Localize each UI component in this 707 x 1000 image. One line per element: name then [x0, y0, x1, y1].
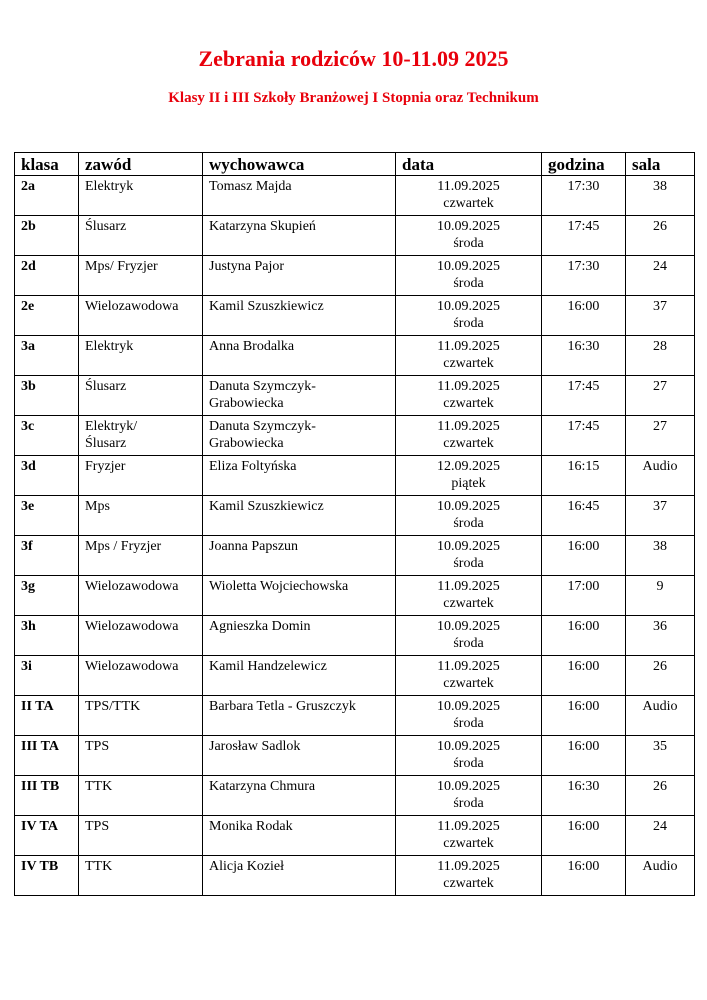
- cell-data: [396, 336, 542, 376]
- cell-godzina: 17:45: [542, 416, 626, 456]
- cell-wychowawca: [203, 696, 396, 736]
- cell-sala: 38: [626, 176, 695, 216]
- cell-data: [396, 576, 542, 616]
- cell-zawod: [79, 296, 203, 336]
- cell-data: [396, 536, 542, 576]
- cell-klasa: 3h: [15, 616, 79, 656]
- cell-sala: 26: [626, 776, 695, 816]
- cell-godzina: 16:45: [542, 496, 626, 536]
- table-row: [15, 496, 695, 536]
- cell-godzina: 16:00: [542, 536, 626, 576]
- cell-klasa: 2d: [15, 256, 79, 296]
- wychowawca-line: Agnieszka Domin: [209, 619, 311, 634]
- wychowawca-line: Katarzyna Chmura: [209, 779, 316, 794]
- wychowawca-line: Wioletta Wojciechowska: [209, 579, 349, 594]
- cell-zawod: [79, 616, 203, 656]
- cell-godzina: 16:00: [542, 296, 626, 336]
- date-value: 12.09.2025: [437, 459, 500, 474]
- weekday-value: czwartek: [443, 876, 494, 891]
- cell-klasa: 3g: [15, 576, 79, 616]
- cell-data: [396, 256, 542, 296]
- weekday-value: czwartek: [443, 676, 494, 691]
- cell-klasa: II TA: [15, 696, 79, 736]
- date-value: 11.09.2025: [437, 379, 500, 394]
- cell-sala: 28: [626, 336, 695, 376]
- weekday-value: czwartek: [443, 356, 494, 371]
- wychowawca-line: Danuta Szymczyk-: [209, 379, 316, 394]
- zawod-line: TTK: [85, 859, 113, 874]
- wychowawca-line: Justyna Pajor: [209, 259, 285, 274]
- cell-data: [396, 456, 542, 496]
- page-subtitle: Klasy II i III Szkoły Branżowej I Stopnia oraz Technikum: [168, 90, 539, 106]
- cell-sala: 24: [626, 256, 695, 296]
- cell-klasa: 3b: [15, 376, 79, 416]
- cell-godzina: 16:00: [542, 656, 626, 696]
- cell-wychowawca: [203, 256, 396, 296]
- cell-klasa: IV TB: [15, 856, 79, 896]
- date-value: 10.09.2025: [437, 219, 500, 234]
- cell-klasa: IV TA: [15, 816, 79, 856]
- weekday-value: środa: [453, 716, 484, 731]
- cell-wychowawca: [203, 336, 396, 376]
- cell-wychowawca: [203, 616, 396, 656]
- weekday-value: środa: [453, 276, 484, 291]
- date-value: 11.09.2025: [437, 659, 500, 674]
- cell-wychowawca: [203, 496, 396, 536]
- cell-zawod: [79, 216, 203, 256]
- page-title: Zebrania rodziców 10-11.09 2025: [198, 46, 509, 71]
- cell-wychowawca: [203, 576, 396, 616]
- cell-sala: 35: [626, 736, 695, 776]
- table-row: [15, 376, 695, 416]
- cell-godzina: 16:30: [542, 776, 626, 816]
- cell-zawod: [79, 496, 203, 536]
- header-wychowawca: wychowawca: [203, 153, 396, 176]
- date-value: 11.09.2025: [437, 419, 500, 434]
- cell-zawod: [79, 696, 203, 736]
- cell-godzina: 16:00: [542, 616, 626, 656]
- cell-sala: 24: [626, 816, 695, 856]
- weekday-value: czwartek: [443, 596, 494, 611]
- zawod-line: Wielozawodowa: [85, 659, 179, 674]
- cell-zawod: [79, 856, 203, 896]
- cell-wychowawca: [203, 176, 396, 216]
- zawod-line: Wielozawodowa: [85, 299, 179, 314]
- table-row: [15, 256, 695, 296]
- weekday-value: środa: [453, 516, 484, 531]
- cell-godzina: 16:30: [542, 336, 626, 376]
- date-value: 10.09.2025: [437, 499, 500, 514]
- cell-klasa: 3i: [15, 656, 79, 696]
- weekday-value: czwartek: [443, 836, 494, 851]
- zawod-line: Ślusarz: [85, 379, 127, 394]
- wychowawca-line: Grabowiecka: [209, 436, 284, 451]
- table-row: [15, 816, 695, 856]
- wychowawca-line: Barbara Tetla - Gruszczyk: [209, 699, 356, 714]
- zawod-line: TTK: [85, 779, 113, 794]
- table-row: [15, 576, 695, 616]
- cell-sala: 9: [626, 576, 695, 616]
- date-value: 10.09.2025: [437, 699, 500, 714]
- cell-zawod: [79, 656, 203, 696]
- weekday-value: środa: [453, 236, 484, 251]
- cell-data: [396, 736, 542, 776]
- wychowawca-line: Kamil Szuszkiewicz: [209, 299, 324, 314]
- table-header-row: [15, 153, 695, 176]
- date-value: 10.09.2025: [437, 779, 500, 794]
- table-row: [15, 296, 695, 336]
- cell-sala: 26: [626, 216, 695, 256]
- cell-godzina: 16:00: [542, 816, 626, 856]
- cell-wychowawca: [203, 376, 396, 416]
- table-body: [15, 176, 695, 896]
- cell-klasa: 2e: [15, 296, 79, 336]
- cell-zawod: [79, 736, 203, 776]
- schedule-table: [14, 152, 695, 896]
- zawod-line: Wielozawodowa: [85, 579, 179, 594]
- wychowawca-line: Tomasz Majda: [209, 179, 292, 194]
- wychowawca-line: Alicja Kozieł: [209, 859, 285, 874]
- cell-wychowawca: [203, 656, 396, 696]
- zawod-line: Mps/ Fryzjer: [85, 259, 158, 274]
- date-value: 10.09.2025: [437, 539, 500, 554]
- table-row: [15, 696, 695, 736]
- header-data: data: [396, 153, 542, 176]
- zawod-line: Elektryk: [85, 339, 134, 354]
- table-row: [15, 176, 695, 216]
- zawod-line: Elektryk: [85, 179, 134, 194]
- cell-wychowawca: [203, 416, 396, 456]
- cell-zawod: [79, 776, 203, 816]
- weekday-value: środa: [453, 796, 484, 811]
- cell-zawod: [79, 456, 203, 496]
- header-klasa: klasa: [15, 153, 79, 176]
- cell-sala: 37: [626, 296, 695, 336]
- cell-data: [396, 496, 542, 536]
- cell-klasa: 2a: [15, 176, 79, 216]
- date-value: 11.09.2025: [437, 579, 500, 594]
- wychowawca-line: Monika Rodak: [209, 819, 293, 834]
- cell-data: [396, 776, 542, 816]
- cell-klasa: 3d: [15, 456, 79, 496]
- cell-zawod: [79, 536, 203, 576]
- cell-sala: Audio: [626, 456, 695, 496]
- cell-wychowawca: [203, 856, 396, 896]
- cell-godzina: 16:00: [542, 736, 626, 776]
- cell-klasa: III TA: [15, 736, 79, 776]
- cell-wychowawca: [203, 216, 396, 256]
- cell-data: [396, 176, 542, 216]
- weekday-value: piątek: [451, 476, 486, 491]
- cell-sala: 27: [626, 376, 695, 416]
- cell-sala: 38: [626, 536, 695, 576]
- cell-godzina: 16:00: [542, 696, 626, 736]
- cell-zawod: [79, 816, 203, 856]
- zawod-line: Wielozawodowa: [85, 619, 179, 634]
- cell-klasa: 3f: [15, 536, 79, 576]
- wychowawca-line: Jarosław Sadlok: [209, 739, 301, 754]
- cell-klasa: 3e: [15, 496, 79, 536]
- cell-sala: Audio: [626, 856, 695, 896]
- cell-data: [396, 616, 542, 656]
- cell-zawod: [79, 416, 203, 456]
- wychowawca-line: Kamil Handzelewicz: [209, 659, 327, 674]
- cell-wychowawca: [203, 776, 396, 816]
- table-row: [15, 656, 695, 696]
- table-row: [15, 616, 695, 656]
- cell-godzina: 16:00: [542, 856, 626, 896]
- cell-data: [396, 856, 542, 896]
- cell-data: [396, 416, 542, 456]
- cell-klasa: 3c: [15, 416, 79, 456]
- header-sala: sala: [626, 153, 695, 176]
- cell-data: [396, 696, 542, 736]
- cell-wychowawca: [203, 536, 396, 576]
- wychowawca-line: Katarzyna Skupień: [209, 219, 316, 234]
- cell-zawod: [79, 256, 203, 296]
- cell-sala: Audio: [626, 696, 695, 736]
- zawod-line: TPS: [85, 739, 110, 754]
- date-value: 10.09.2025: [437, 619, 500, 634]
- weekday-value: środa: [453, 316, 484, 331]
- date-value: 10.09.2025: [437, 299, 500, 314]
- date-value: 10.09.2025: [437, 259, 500, 274]
- cell-zawod: [79, 376, 203, 416]
- zawod-line: Fryzjer: [85, 459, 126, 474]
- date-value: 11.09.2025: [437, 819, 500, 834]
- wychowawca-line: Danuta Szymczyk-: [209, 419, 316, 434]
- cell-zawod: [79, 576, 203, 616]
- table-row: [15, 416, 695, 456]
- cell-godzina: 16:15: [542, 456, 626, 496]
- cell-zawod: [79, 176, 203, 216]
- table-row: [15, 736, 695, 776]
- cell-wychowawca: [203, 456, 396, 496]
- cell-wychowawca: [203, 296, 396, 336]
- table-row: [15, 856, 695, 896]
- table-row: [15, 216, 695, 256]
- cell-godzina: 17:30: [542, 176, 626, 216]
- weekday-value: czwartek: [443, 436, 494, 451]
- date-value: 11.09.2025: [437, 179, 500, 194]
- weekday-value: środa: [453, 756, 484, 771]
- cell-sala: 37: [626, 496, 695, 536]
- cell-godzina: 17:30: [542, 256, 626, 296]
- weekday-value: środa: [453, 556, 484, 571]
- weekday-value: czwartek: [443, 196, 494, 211]
- wychowawca-line: Anna Brodalka: [209, 339, 295, 354]
- table-row: [15, 456, 695, 496]
- table-row: [15, 336, 695, 376]
- cell-klasa: 2b: [15, 216, 79, 256]
- cell-data: [396, 816, 542, 856]
- header-godzina: godzina: [542, 153, 626, 176]
- zawod-line: Ślusarz: [85, 219, 127, 234]
- zawod-line: Ślusarz: [85, 436, 127, 451]
- cell-sala: 36: [626, 616, 695, 656]
- date-value: 11.09.2025: [437, 339, 500, 354]
- cell-data: [396, 376, 542, 416]
- cell-sala: 27: [626, 416, 695, 456]
- wychowawca-line: Grabowiecka: [209, 396, 284, 411]
- cell-data: [396, 656, 542, 696]
- date-value: 11.09.2025: [437, 859, 500, 874]
- zawod-line: Mps / Fryzjer: [85, 539, 162, 554]
- cell-wychowawca: [203, 816, 396, 856]
- cell-data: [396, 296, 542, 336]
- zawod-line: Elektryk/: [85, 419, 138, 434]
- zawod-line: TPS/TTK: [85, 699, 141, 714]
- wychowawca-line: Joanna Papszun: [209, 539, 299, 554]
- cell-wychowawca: [203, 736, 396, 776]
- table-row: [15, 536, 695, 576]
- cell-zawod: [79, 336, 203, 376]
- header-zawod: zawód: [79, 153, 203, 176]
- cell-sala: 26: [626, 656, 695, 696]
- zawod-line: TPS: [85, 819, 110, 834]
- cell-klasa: 3a: [15, 336, 79, 376]
- weekday-value: środa: [453, 636, 484, 651]
- cell-godzina: 17:45: [542, 216, 626, 256]
- cell-godzina: 17:45: [542, 376, 626, 416]
- cell-klasa: III TB: [15, 776, 79, 816]
- wychowawca-line: Eliza Foltyńska: [209, 459, 297, 474]
- date-value: 10.09.2025: [437, 739, 500, 754]
- wychowawca-line: Kamil Szuszkiewicz: [209, 499, 324, 514]
- weekday-value: czwartek: [443, 396, 494, 411]
- zawod-line: Mps: [85, 499, 110, 514]
- table-row: [15, 776, 695, 816]
- cell-godzina: 17:00: [542, 576, 626, 616]
- cell-data: [396, 216, 542, 256]
